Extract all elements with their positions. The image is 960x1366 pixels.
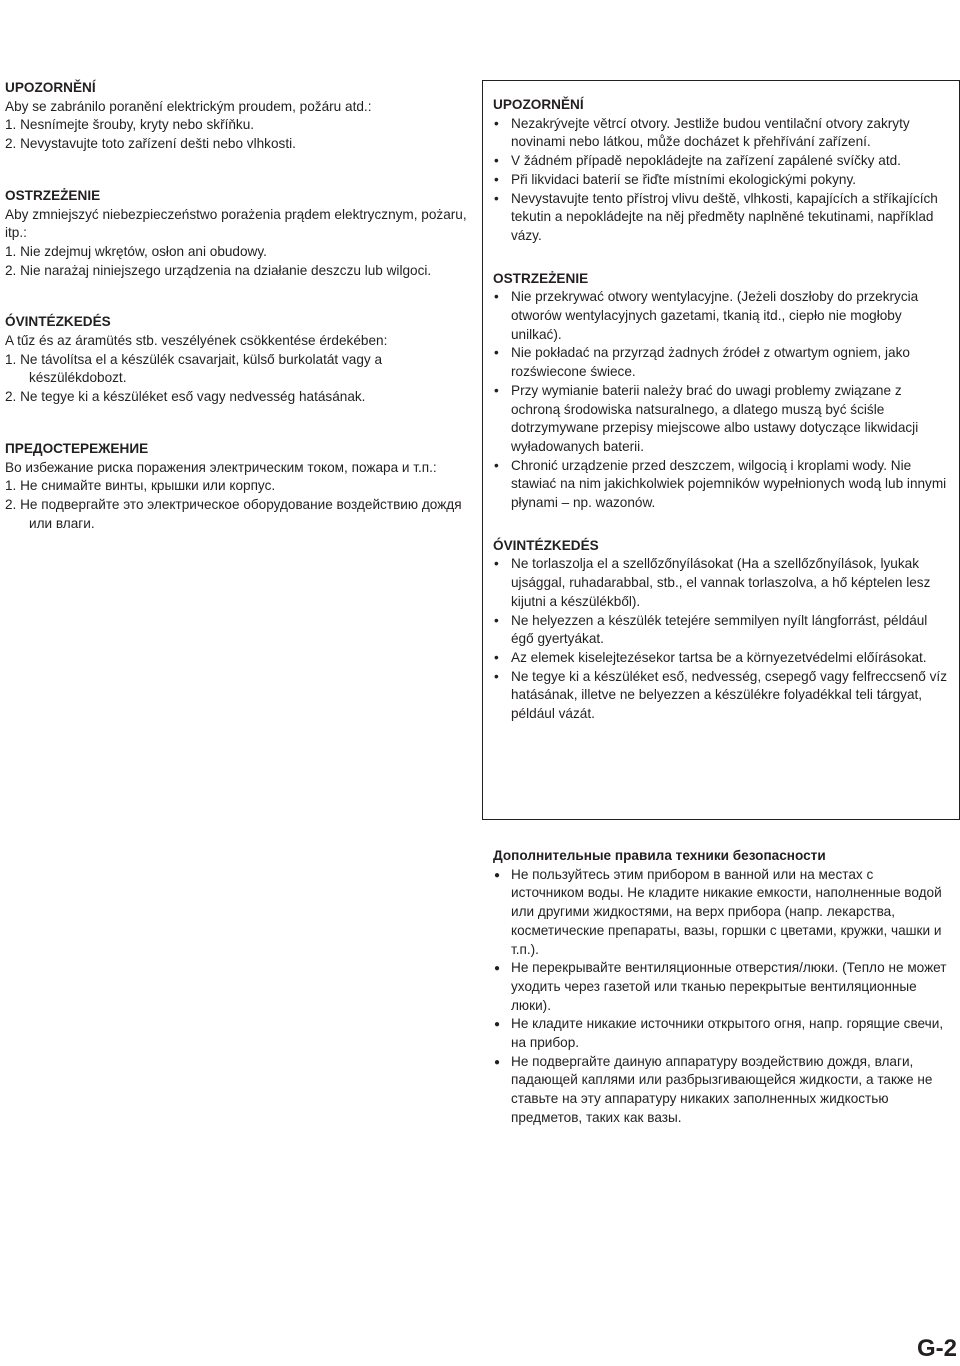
- list-item: 2. Nie narażaj niniejszego urządzenia na działanie deszczu lub wilgoci.: [5, 262, 432, 278]
- caution-section-polish: [493, 270, 949, 513]
- bullet-list: [493, 866, 948, 1128]
- list-item: ● Не пользуйтесь этим прибором в ванной или на местах с источником воды. Не кладите никакие емкости, наполненные водой или другими жидкостями, на верх прибора (напр. лекарства, косметические препараты, вазы, горшки с цветами, кружки, чашки и т.п.).: [493, 866, 948, 960]
- safety-notice-box: [482, 80, 960, 820]
- list-item: • Ne tegye ki a készüléket eső, nedvesség, csepegő vagy felfreccsenő víz hatásának, illetve ne belyezzen a készülékre folyadékkal teli tárgyat, például vázát.: [493, 668, 949, 724]
- section-heading: OSTRZEŻENIE: [5, 187, 101, 203]
- section-intro: Aby se zabránilo poranění elektrickým proudem, požáru atd.:: [5, 98, 372, 114]
- list-item: • Při likvidaci baterií se řiďte místními ekologickými pokyny.: [493, 171, 949, 190]
- instruction-list: [5, 351, 470, 407]
- warning-section-russian: [5, 440, 470, 534]
- list-item: 2. Nevystavujte toto zařízení dešti nebo vlhkosti.: [5, 136, 296, 152]
- warning-section-hungarian: [5, 313, 470, 407]
- list-item: • V žádném případě nepokládejte na zařízení zapálené svíčky atd.: [493, 152, 949, 171]
- additional-safety-rules: [482, 836, 958, 1128]
- instruction-list: [5, 477, 470, 533]
- section-heading: ПРЕДОСТЕРЕЖЕНИЕ: [5, 440, 149, 456]
- section-heading: UPOZORNĚNÍ: [5, 80, 96, 95]
- list-item: • Nie pokładać na przyrząd żadnych źródeł z otwartym ogniem, jako rozświecone świece.: [493, 344, 949, 381]
- left-column: [5, 79, 470, 566]
- list-item: ● Не перекрывайте вентиляционные отверстия/люки. (Тепло не может уходить через газетой или тканью перекрытые вентиляционные люки).: [493, 959, 948, 1015]
- page-number: G-2: [916, 1335, 957, 1362]
- section-heading: ÓVINTÉZKEDÉS: [5, 314, 111, 330]
- list-item: 2. Ne tegye ki a készüléket eső vagy nedvesség hatásának.: [5, 389, 366, 405]
- list-item: • Ne torlaszolja el a szellőzőnyílásokat (Ha a szellőzőnyílások, lyukak ujsággal, ruhadarabbal, stb., el vannak torlaszolva, a hő képtelen lesz kijutni a készülékből).: [493, 555, 949, 611]
- list-item: 2. Не подвергайте это электрическое оборудование воздействию дождя или влаги.: [5, 496, 462, 531]
- section-intro: Во избежание риска поражения электрическим током, пожара и т.п.:: [5, 459, 437, 475]
- bullet-list: [493, 115, 949, 246]
- caution-section-hungarian: [493, 537, 949, 724]
- warning-section-czech: [5, 79, 470, 154]
- list-item: • Przy wymianie baterii należy brać do uwagi problemy związane z ochroną środowiska natsuralnego, a dlatego muszą być ściśle dotrzymywane przepisy miejscowe albo ustawy dotyczące likwidacji wyładowanych baterii.: [493, 382, 949, 457]
- caution-section-czech: [493, 96, 949, 246]
- bullet-list: [493, 555, 949, 723]
- instruction-list: [5, 243, 470, 280]
- section-heading: Дополнительные правила техники безопасности: [493, 848, 826, 863]
- list-item: 1. Не снимайте винты, крышки или корпус.: [5, 478, 276, 494]
- bullet-list: [493, 288, 949, 512]
- list-item: • Nezakrývejte větrcí otvory. Jestliže budou ventilační otvory zakryty novinami nebo látkou, může docházet k přehřívání zařízení.: [493, 115, 949, 152]
- section-heading: UPOZORNĚNÍ: [493, 97, 584, 112]
- section-heading: ÓVINTÉZKEDÉS: [493, 537, 599, 553]
- instruction-list: [5, 116, 470, 153]
- additional-rules-section-russian: [493, 847, 948, 1128]
- list-item: • Az elemek kiselejtezésekor tartsa be a környezetvédelmi előírásokat.: [493, 649, 949, 668]
- section-heading: OSTRZEŻENIE: [493, 270, 589, 286]
- list-item: • Nevystavujte tento přístroj vlivu deště, vlhkosti, kapajících a stříkajících tekutin a nepokládejte na něj předměty naplněné tekutinami, například vázy.: [493, 190, 949, 246]
- list-item: • Ne helyezzen a készülék tetejére semmilyen nyílt lángforrást, például égő gyertyákat.: [493, 612, 949, 649]
- list-item: 1. Nie zdejmuj wkrętów, osłon ani obudowy.: [5, 243, 267, 259]
- section-intro: A tűz és az áramütés stb. veszélyének csökkentése érdekében:: [5, 333, 388, 349]
- list-item: • Chronić urządzenie przed deszczem, wilgocią i kroplami wody. Nie stawiać na nim jakichkolwiek pojemników wypełnionych wodą lub innymi płynami – np. wazonów.: [493, 457, 949, 513]
- list-item: 1. Nesnímejte šrouby, kryty nebo skříňku.: [5, 117, 255, 133]
- list-item: ● Не кладите никакие источники открытого огня, напр. горящие свечи, на прибор.: [493, 1015, 948, 1052]
- section-intro: Aby zmniejszyć niebezpieczeństwo porażenia prądem elektrycznym, pożaru, itp.:: [5, 206, 467, 241]
- list-item: • Nie przekrywać otwory wentylacyjne. (Jeżeli doszłoby do przekrycia otworów wentylacyjnych gazetami, tkanią itd., ciepło nie mogłoby unilkać).: [493, 288, 949, 344]
- list-item: ● Не подвергайте даиную аппаратуру воэдействию дождя, влаги, падающей каплями или разбрызгивающейся жидкости, а также не ставьте на эту аппаратуру никаких заполненных жидкостью предметов, таких как вазы.: [493, 1053, 948, 1128]
- list-item: 1. Ne távolítsa el a készülék csavarjait, külső burkolatát vagy a készülékdobozt.: [5, 351, 383, 386]
- warning-section-polish: [5, 187, 470, 281]
